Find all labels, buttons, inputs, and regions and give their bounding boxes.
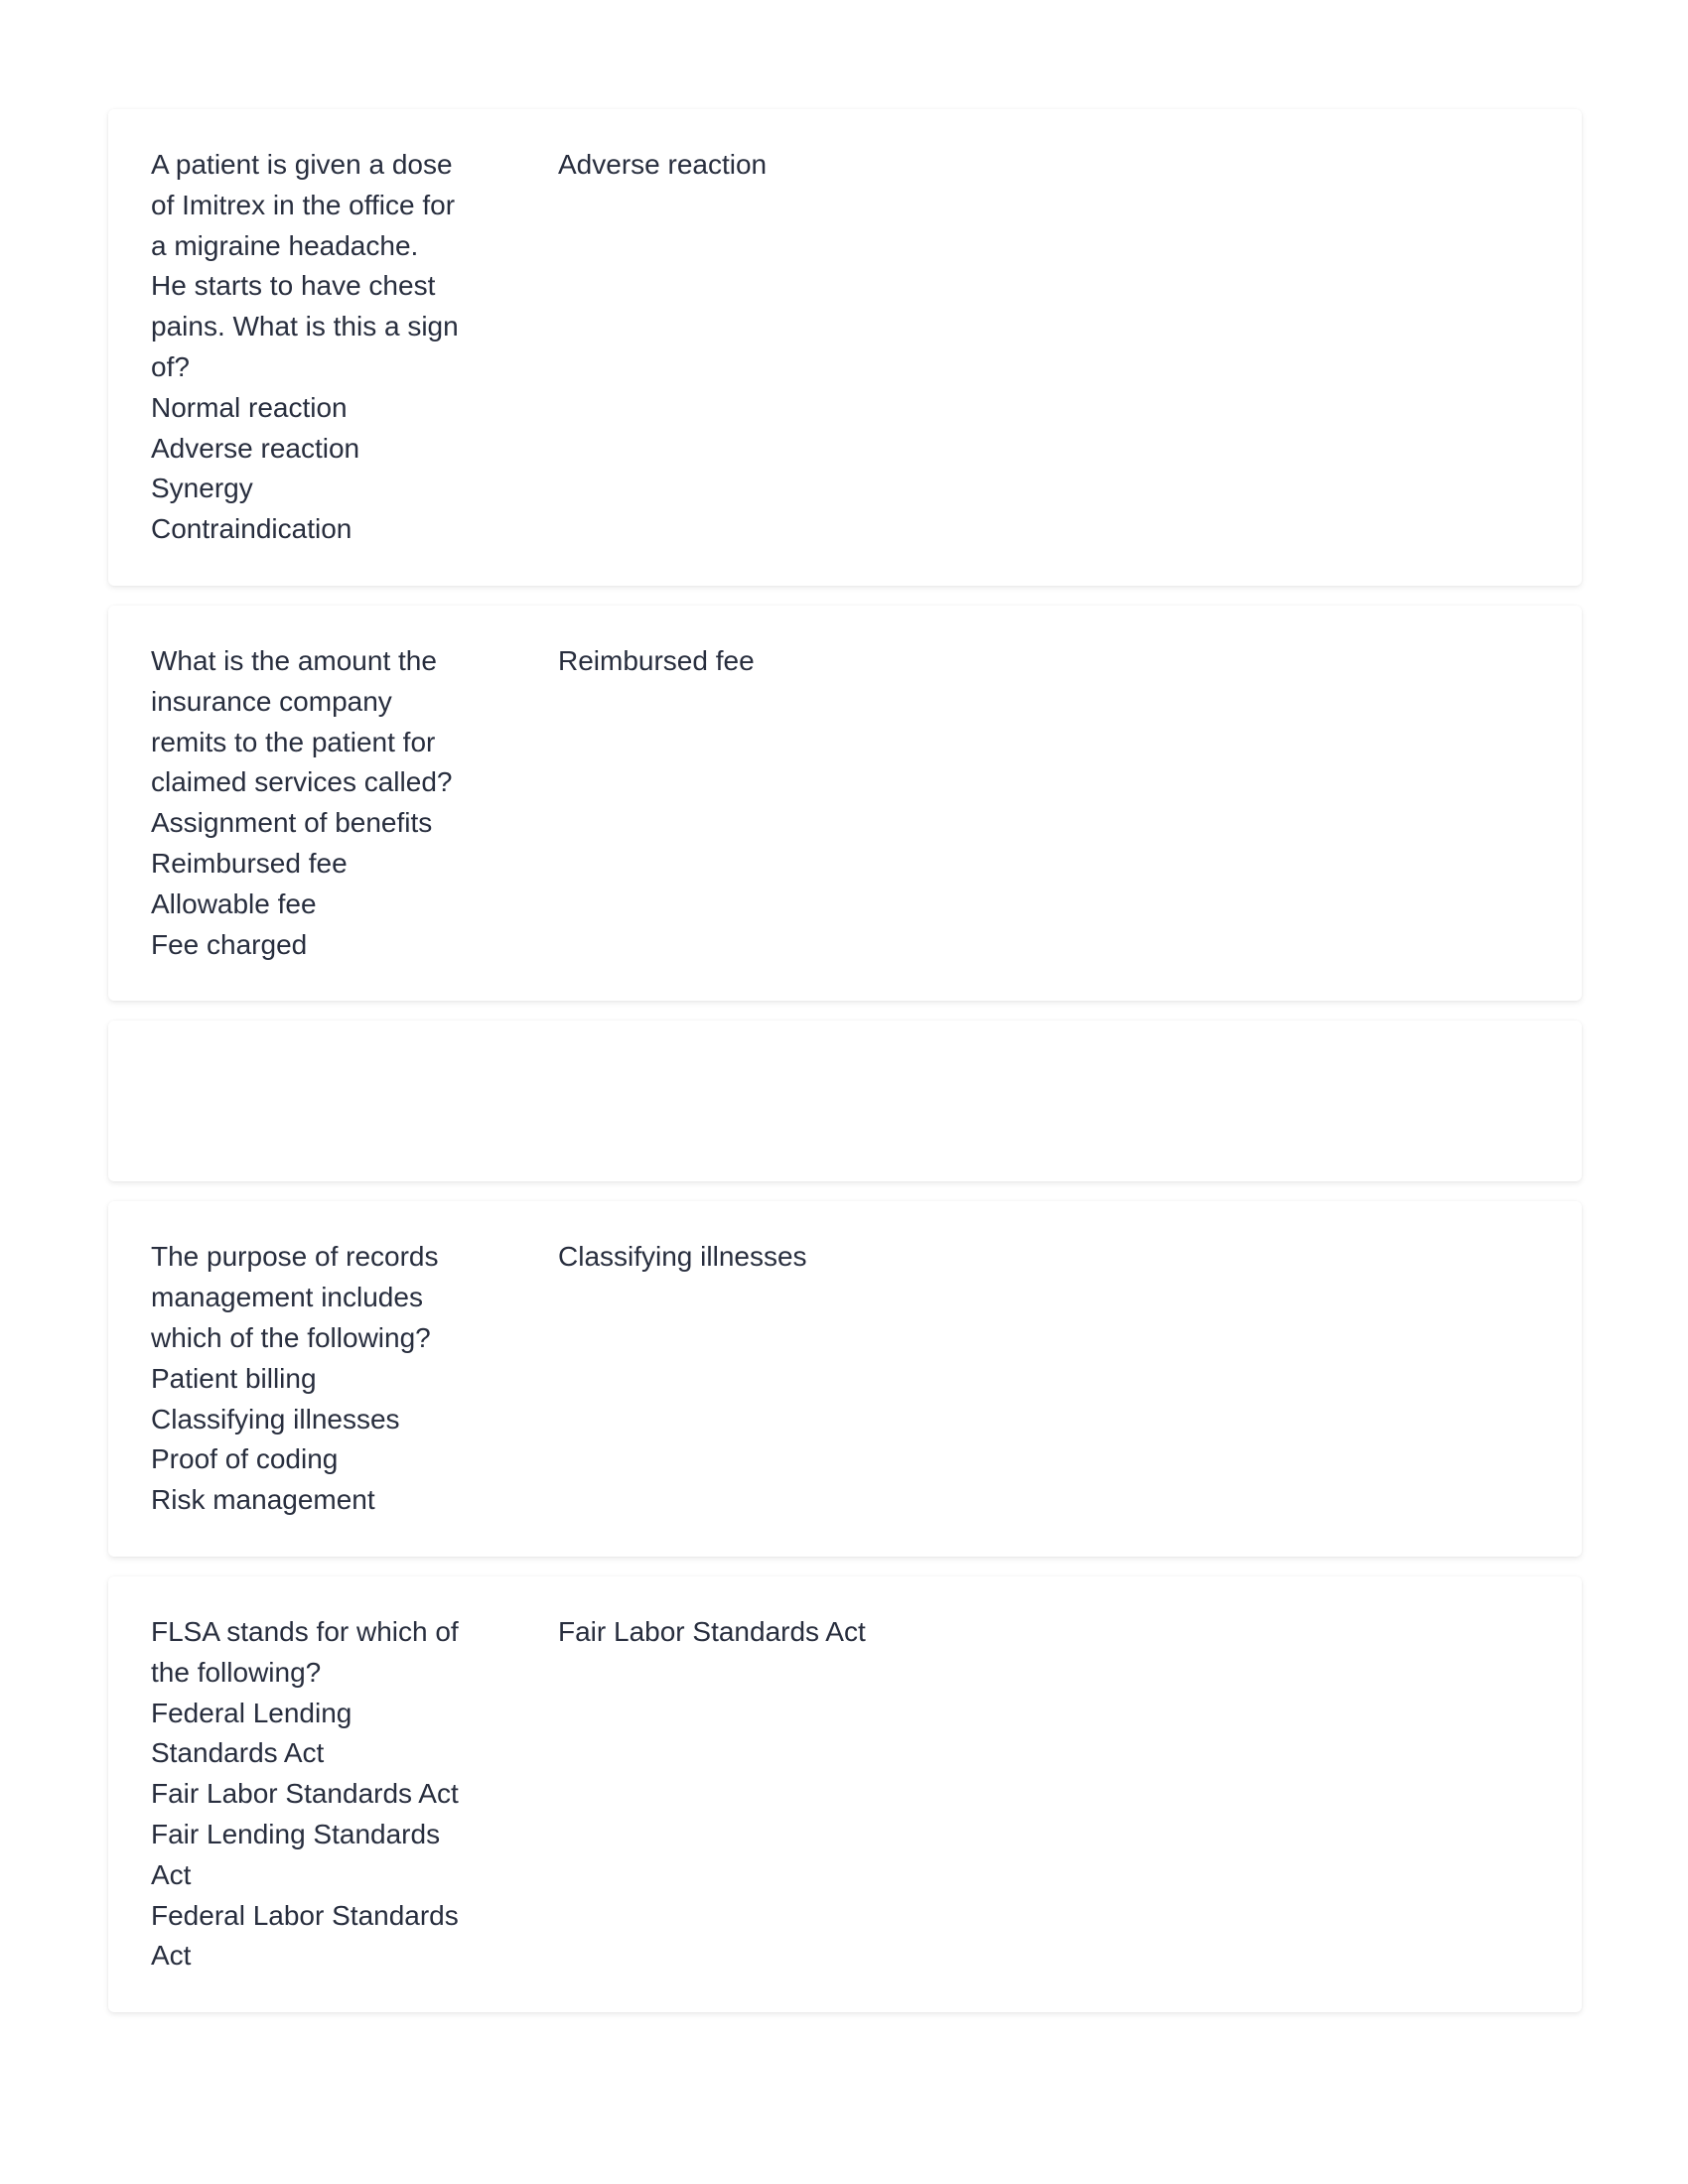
question-line: which of the following?	[151, 1321, 431, 1353]
answer-option: Reimbursed fee	[151, 847, 348, 879]
question-line: The purpose of records	[151, 1241, 439, 1273]
flashcard	[108, 1576, 1582, 2012]
question-line: the following?	[151, 1656, 322, 1688]
flashcard	[108, 109, 1582, 586]
card-term	[151, 1237, 558, 1521]
card-definition	[558, 1056, 1539, 1146]
question-line: a migraine headache.	[151, 229, 419, 261]
answer-option: Fair Lending Standards	[151, 1818, 441, 1849]
answer-option: Fee charged	[151, 928, 308, 960]
question-line: A patient is given a dose	[151, 149, 453, 180]
answer-option: Allowable fee	[151, 887, 317, 919]
flashcard-empty	[108, 1021, 1582, 1181]
card-term	[151, 145, 558, 550]
answer-option: Patient billing	[151, 1362, 317, 1394]
card-term	[151, 1056, 558, 1146]
flashcard-list	[108, 109, 1582, 2032]
question-line: pains. What is this a sign	[151, 311, 459, 342]
answer-option: Federal Lending	[151, 1697, 352, 1728]
card-definition: Adverse reaction	[558, 149, 768, 180]
question-line: What is the amount the	[151, 644, 437, 676]
question-line: FLSA stands for which of	[151, 1615, 459, 1647]
answer-option: Proof of coding	[151, 1443, 339, 1475]
flashcard	[108, 606, 1582, 1001]
card-definition: Reimbursed fee	[558, 644, 755, 676]
answer-option: Act	[151, 1858, 192, 1890]
card-term	[151, 641, 558, 965]
answer-option: Normal reaction	[151, 391, 348, 423]
question-line: of?	[151, 350, 190, 382]
question-line: of Imitrex in the office for	[151, 189, 456, 220]
question-line: insurance company	[151, 685, 392, 717]
answer-option: Adverse reaction	[151, 432, 360, 464]
answer-option: Contraindication	[151, 513, 352, 545]
answer-option: Synergy	[151, 473, 253, 504]
question-line: remits to the patient for	[151, 726, 436, 757]
answer-option: Classifying illnesses	[151, 1403, 400, 1434]
answer-option: Act	[151, 1940, 192, 1972]
flashcard	[108, 1201, 1582, 1557]
answer-option: Standards Act	[151, 1737, 325, 1769]
question-line: claimed services called?	[151, 766, 453, 798]
answer-option: Risk management	[151, 1484, 375, 1516]
question-line: He starts to have chest	[151, 270, 436, 302]
answer-option: Federal Labor Standards	[151, 1899, 459, 1931]
card-definition: Classifying illnesses	[558, 1241, 807, 1273]
question-line: management includes	[151, 1282, 423, 1313]
card-term	[151, 1612, 558, 1977]
card-definition: Fair Labor Standards Act	[558, 1615, 866, 1647]
answer-option: Assignment of benefits	[151, 807, 433, 839]
answer-option: Fair Labor Standards Act	[151, 1778, 459, 1810]
